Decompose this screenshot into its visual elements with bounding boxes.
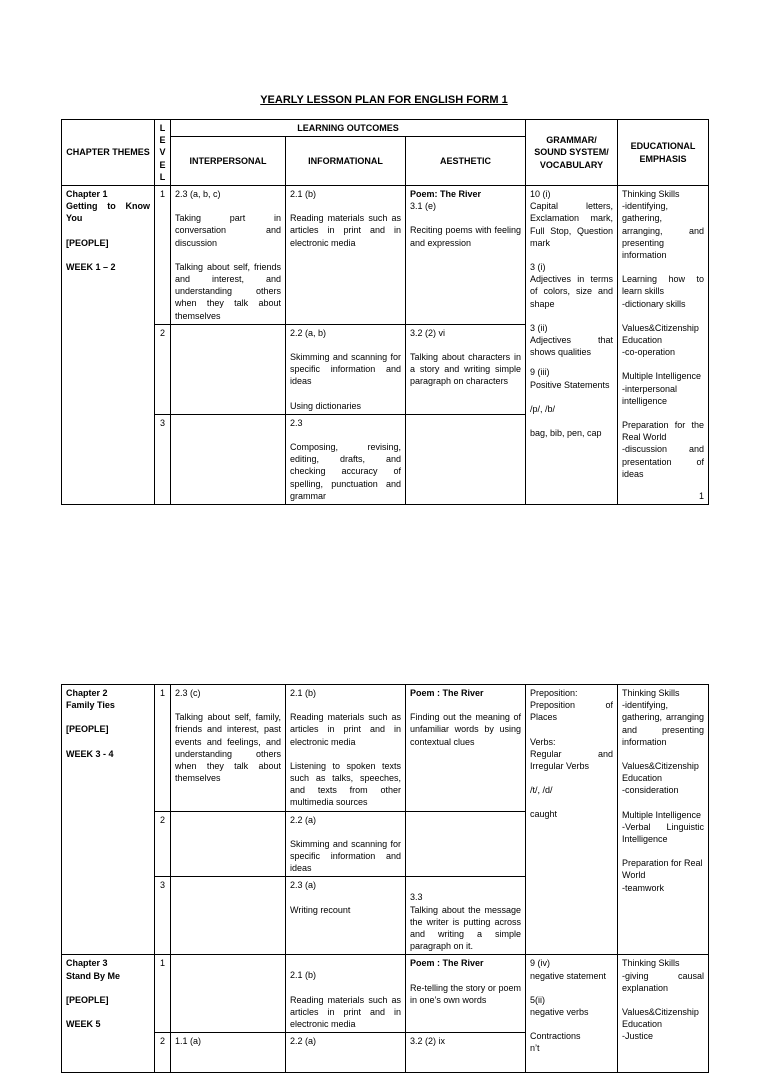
page-title: YEARLY LESSON PLAN FOR ENGLISH FORM 1	[260, 94, 508, 106]
header-informational: INFORMATIONAL	[286, 137, 406, 186]
header-chapter-themes: CHAPTER THEMES	[62, 120, 155, 186]
interpersonal-cell	[171, 955, 286, 1033]
aesthetic-cell	[406, 414, 526, 504]
header-learning-outcomes: LEARNING OUTCOMES	[171, 120, 526, 137]
chapter-3-theme: Chapter 3 Stand By Me [PEOPLE] WEEK 5	[62, 955, 155, 1073]
header-aesthetic: AESTHETIC	[406, 137, 526, 186]
aesthetic-cell: Poem: The River 3.1 (e) Reciting poems with feeling and expression	[406, 186, 526, 325]
chapter-2-emphasis: Thinking Skills -identifying, gathering, arranging and presenting information Values&Citizenship Education -consideration Multiple Intelligence -Verbal Linguistic Intelligence Preparation for Real World -teamwork	[618, 685, 709, 955]
aesthetic-cell: Poem : The River Finding out the meaning of unfamiliar words by using contextual clues	[406, 685, 526, 812]
header-grammar: GRAMMAR/ SOUND SYSTEM/ VOCABULARY	[526, 120, 618, 186]
page-number: 1	[698, 491, 704, 501]
aesthetic-cell: 3.2 (2) ix	[406, 1033, 526, 1073]
informational-cell: 2.3 (a) Writing recount	[286, 877, 406, 955]
interpersonal-cell	[171, 414, 286, 504]
interpersonal-cell	[171, 877, 286, 955]
informational-cell: 2.1 (b) Reading materials such as articles in print and in electronic media	[286, 955, 406, 1033]
lesson-plan-table-page-2	[61, 684, 709, 1073]
level-cell: 3	[155, 877, 171, 955]
chapter-2-theme: Chapter 2 Family Ties [PEOPLE] WEEK 3 - 4	[62, 685, 155, 955]
interpersonal-cell	[171, 324, 286, 414]
chapter-3-grammar: 9 (iv) negative statement 5(ii) negative verbs Contractions n’t	[526, 955, 618, 1073]
chapter-1-emphasis: Thinking Skills -identifying, gathering, arranging, and presenting information Learning how to learn skills -dictionary skills Values&Citizenship Education -co-operation Multiple Intelligence -interpersonal intelligence Preparation for the Real World -discussion and presentation of ideas	[618, 186, 709, 505]
interpersonal-cell	[171, 811, 286, 877]
header-level: L E V E L	[155, 120, 171, 186]
level-cell: 1	[155, 685, 171, 812]
informational-cell: 2.2 (a)	[286, 1033, 406, 1073]
interpersonal-cell: 1.1 (a)	[171, 1033, 286, 1073]
aesthetic-cell: 3.3 Talking about the message the writer is putting across and writing a simple paragraph on it.	[406, 877, 526, 955]
informational-cell: 2.1 (b) Reading materials such as articles in print and in electronic media Listening to spoken texts such as talks, speeches, and texts from other multimedia sources	[286, 685, 406, 812]
informational-cell: 2.2 (a) Skimming and scanning for specific information and ideas	[286, 811, 406, 877]
chapter-1-theme: Chapter 1 Getting to Know You [PEOPLE] WEEK 1 – 2	[62, 186, 155, 505]
chapter-1-grammar: 10 (i) Capital letters, Exclamation mark, Full Stop, Question mark 3 (i) Adjectives in terms of colors, size and shape 3 (ii) Adjectives that shows qualities 9 (iii) Positive Statements /p/, /b/ bag, bib, pen, cap	[526, 186, 618, 505]
aesthetic-cell: 3.2 (2) vi Talking about characters in a story and writing simple paragraph on characters	[406, 324, 526, 414]
header-interpersonal: INTERPERSONAL	[171, 137, 286, 186]
lesson-plan-table-page-1	[61, 119, 709, 505]
level-cell: 1	[155, 955, 171, 1033]
chapter-3-emphasis: Thinking Skills -giving causal explanation Values&Citizenship Education -Justice	[618, 955, 709, 1073]
aesthetic-cell	[406, 811, 526, 877]
informational-cell: 2.2 (a, b) Skimming and scanning for specific information and ideas Using dictionaries	[286, 324, 406, 414]
chapter-2-grammar: Preposition: Preposition of Places Verbs: Regular and Irregular Verbs /t/, /d/ caught	[526, 685, 618, 955]
interpersonal-cell: 2.3 (a, b, c) Taking part in conversation and discussion Talking about self, friends and interest, and understanding others when they talk about themselves	[171, 186, 286, 325]
interpersonal-cell: 2.3 (c) Talking about self, family, friends and interest, past events and feelings, and understanding others when they talk about themselves	[171, 685, 286, 812]
informational-cell: 2.3 Composing, revising, editing, drafts, and checking accuracy of spelling, punctuation and grammar	[286, 414, 406, 504]
aesthetic-cell: Poem : The River Re-telling the story or poem in one’s own words	[406, 955, 526, 1033]
header-educational-emphasis: EDUCATIONAL EMPHASIS	[618, 120, 709, 186]
informational-cell: 2.1 (b) Reading materials such as articles in print and in electronic media	[286, 186, 406, 325]
level-cell: 1	[155, 186, 171, 325]
level-cell: 2	[155, 324, 171, 414]
level-cell: 3	[155, 414, 171, 504]
level-cell: 2	[155, 1033, 171, 1073]
level-cell: 2	[155, 811, 171, 877]
